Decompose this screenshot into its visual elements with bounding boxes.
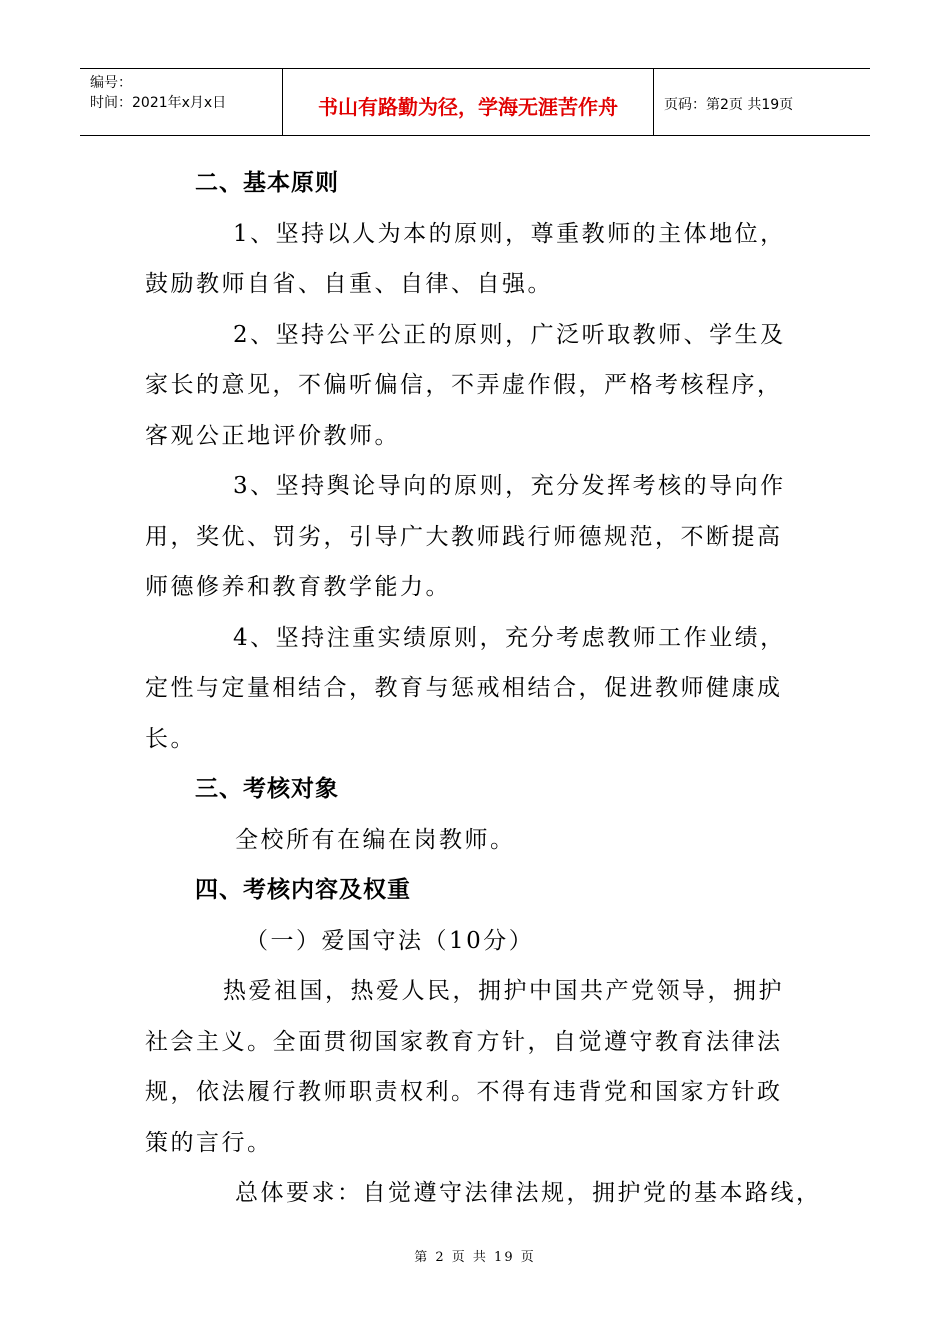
- document-body: [145, 158, 822, 1219]
- page-footer: 第 2 页 共 19 页: [414, 1250, 536, 1265]
- paragraph-line: 4、坚持注重实绩原则，充分考虑教师工作业绩，: [233, 624, 786, 651]
- paragraph-line: 全校所有在编在岗教师。: [235, 826, 516, 853]
- section-heading-assessment-content: 四、考核内容及权重: [195, 877, 411, 903]
- paragraph-line: 总体要求：自觉遵守法律法规，拥护党的基本路线，: [235, 1180, 822, 1206]
- paragraph-line: 鼓励教师自省、自重、自律、自强。: [145, 271, 553, 297]
- paragraph-line: 1、坚持以人为本的原则，尊重教师的主体地位，: [233, 220, 786, 247]
- paragraph-line: 热爱祖国，热爱人民，拥护中国共产党领导，拥护: [223, 978, 784, 1004]
- paragraph-line: 长。: [145, 725, 196, 752]
- header-motto: 书山有路勤为径，学海无涯苦作舟: [282, 69, 654, 135]
- paragraph-line: 师德修养和教育教学能力。: [145, 574, 451, 600]
- paragraph-line: 规，依法履行教师职责权利。不得有违背党和国家方针政: [145, 1079, 783, 1105]
- paragraph-line: 策的言行。: [145, 1129, 273, 1156]
- paragraph-line: 2、坚持公平公正的原则，广泛听取教师、学生及: [233, 321, 786, 348]
- document-time-label: 时间：2021年x月x日: [90, 95, 227, 111]
- paragraph-line: 3、坚持舆论导向的原则，充分发挥考核的导向作: [233, 473, 786, 499]
- section-heading-basic-principles: 二、基本原则: [195, 170, 339, 196]
- document-number-label: 编号：: [90, 75, 132, 91]
- paragraph-line: 用，奖优、罚劣，引导广大教师践行师德规范，不断提高: [145, 523, 783, 550]
- paragraph-line: 定性与定量相结合，教育与惩戒相结合，促进教师健康成: [145, 675, 783, 701]
- section-heading-assessment-target: 三、考核对象: [195, 776, 339, 802]
- subsection-heading: （一）爱国守法（10分）: [245, 927, 535, 954]
- paragraph-line: 家长的意见，不偏听偏信，不弄虚作假，严格考核程序，: [145, 372, 783, 398]
- header-page-code: 页码：第2页 共19页: [664, 97, 794, 113]
- page-header: [80, 68, 870, 136]
- header-meta: [80, 69, 282, 135]
- paragraph-line: 客观公正地评价教师。: [145, 422, 400, 449]
- paragraph-line: 社会主义。全面贯彻国家教育方针，自觉遵守教育法律法: [145, 1028, 783, 1055]
